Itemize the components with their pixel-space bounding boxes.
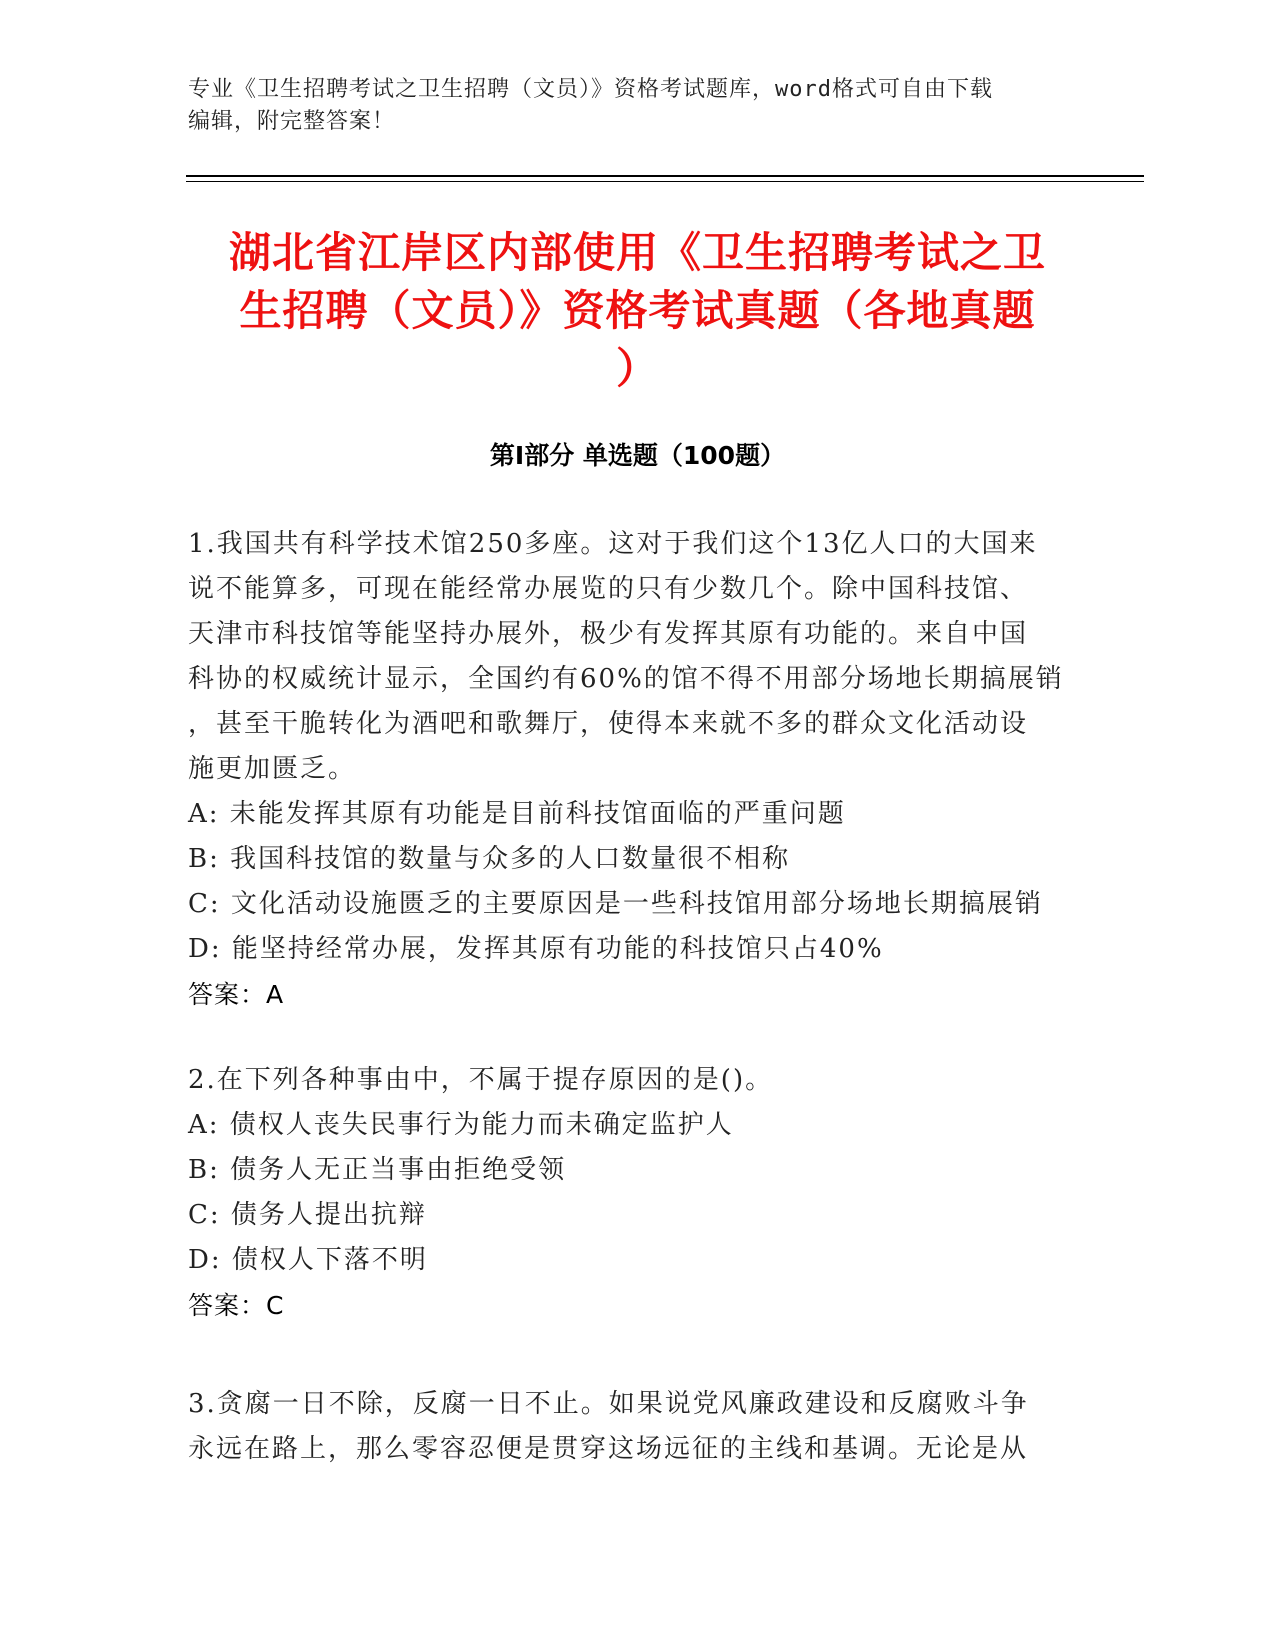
question-text-line: 说不能算多，可现在能经常办展览的只有少数几个。除中国科技馆、	[188, 574, 1029, 604]
title-line-2: 生招聘（文员）》资格考试真题（各地真题	[239, 286, 1036, 335]
option-a: A: 债权人丧失民事行为能力而未确定监护人	[188, 1110, 734, 1140]
question-text-line: 天津市科技馆等能坚持办展外，极少有发挥其原有功能的。来自中国	[188, 619, 1029, 649]
question-text-line: 永远在路上，那么零容忍便是贯穿这场远征的主线和基调。无论是从	[188, 1434, 1029, 1464]
header-rule-thin	[186, 181, 1144, 182]
option-c: C: 债务人提出抗辩	[188, 1200, 427, 1230]
option-d: D: 债权人下落不明	[188, 1245, 428, 1275]
option-b: B: 我国科技馆的数量与众多的人口数量很不相称	[188, 844, 791, 874]
question-text-line: ，甚至干脆转化为酒吧和歌舞厅，使得本来就不多的群众文化活动设	[188, 709, 1029, 739]
title-line-1: 湖北省江岸区内部使用《卫生招聘考试之卫	[228, 228, 1046, 277]
question-text-line: 1.我国共有科学技术馆250多座。这对于我们这个13亿人口的大国来	[188, 529, 1038, 559]
title-line-3: ）	[615, 344, 659, 393]
document-title	[190, 224, 1085, 398]
header-note	[188, 74, 1088, 138]
question-text-line: 3.贪腐一日不除，反腐一日不止。如果说党风廉政建设和反腐败斗争	[188, 1389, 1029, 1419]
header-rule-thick	[186, 175, 1144, 177]
header-note-line-1: 专业《卫生招聘考试之卫生招聘（文员）》资格考试题库，word格式可自由下载	[188, 77, 993, 102]
answer: 答案：A	[188, 980, 285, 1009]
option-b: B: 债务人无正当事由拒绝受领	[188, 1155, 567, 1185]
answer: 答案：C	[188, 1291, 285, 1320]
option-a: A: 未能发挥其原有功能是目前科技馆面临的严重问题	[188, 799, 846, 829]
header-note-line-2: 编辑，附完整答案！	[188, 109, 396, 134]
option-d: D: 能坚持经常办展，发挥其原有功能的科技馆只占40%	[188, 934, 884, 964]
question-text-line: 科协的权威统计显示，全国约有60%的馆不得不用部分场地长期搞展销	[188, 664, 1064, 694]
option-c: C: 文化活动设施匮乏的主要原因是一些科技馆用部分场地长期搞展销	[188, 889, 1043, 919]
section-title: 第Ⅰ部分 单选题（100题）	[489, 441, 786, 470]
question-3	[188, 1382, 1088, 1472]
question-text-line: 2.在下列各种事由中，不属于提存原因的是()。	[188, 1065, 774, 1095]
question-1	[188, 522, 1088, 1018]
question-2	[188, 1058, 1088, 1329]
question-text-line: 施更加匮乏。	[188, 754, 357, 784]
